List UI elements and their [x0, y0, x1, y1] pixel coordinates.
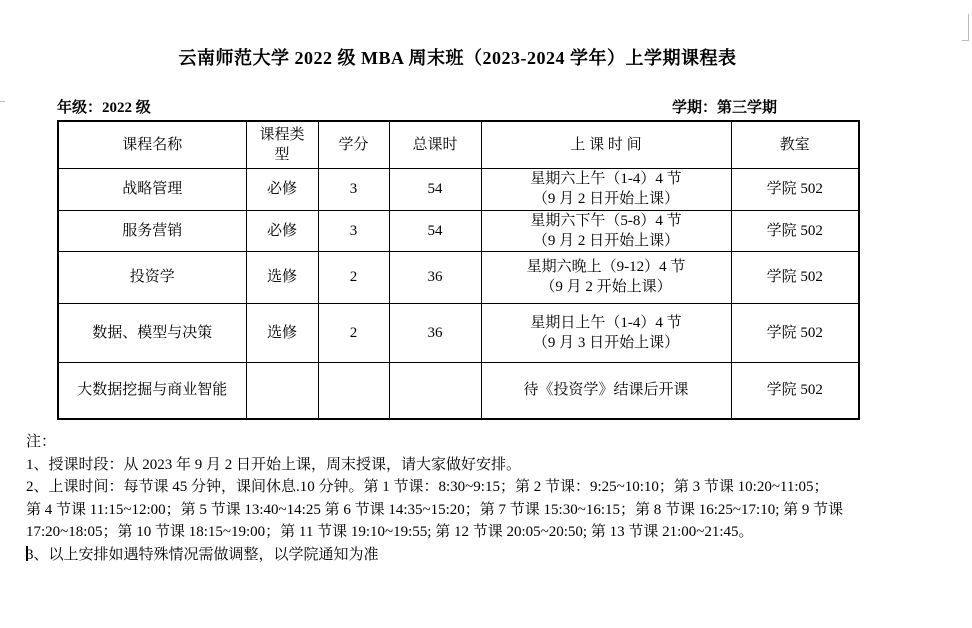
- class-time-line2: （9 月 2 日开始上课）: [532, 232, 680, 249]
- table-row: [58, 210, 859, 251]
- class-time-cell: [481, 168, 731, 210]
- course-name-cell: 数据、模型与决策: [58, 303, 246, 362]
- total-hours-cell: 54: [389, 168, 481, 210]
- course-type-cell: [246, 362, 318, 419]
- page-boundary-mark-top-right-foot: [962, 40, 969, 41]
- table-row: [58, 362, 859, 419]
- course-type-cell: 选修: [246, 251, 318, 303]
- col-header-credits: 学分: [318, 121, 389, 168]
- notes-section: [26, 431, 970, 566]
- course-name-cell: 战略管理: [58, 168, 246, 210]
- course-name-cell: 服务营销: [58, 210, 246, 251]
- class-time-line1: 星期六晚上（9-12）4 节: [526, 259, 686, 275]
- table-header-row: [58, 121, 859, 168]
- col-header-class-time: 上 课 时 间: [481, 121, 731, 168]
- table-row: [58, 303, 859, 362]
- document-title: 云南师范大学 2022 级 MBA 周末班（2023-2024 学年）上学期课程表: [178, 48, 737, 68]
- credits-cell: [318, 362, 389, 419]
- credits-cell: 2: [318, 303, 389, 362]
- course-type-cell: 选修: [246, 303, 318, 362]
- course-name-cell: 投资学: [58, 251, 246, 303]
- classroom-cell: 学院 502: [731, 303, 859, 362]
- page-boundary-mark-top-right: [968, 14, 969, 41]
- class-time-line2: （9 月 2 开始上课）: [540, 279, 672, 295]
- class-time-line2: （9 月 3 日开始上课）: [532, 334, 680, 351]
- course-name-cell: 大数据挖掘与商业智能: [58, 362, 246, 419]
- table-row: [58, 251, 859, 303]
- class-time-cell: [481, 303, 731, 362]
- note-line-2: 2、上课时间：每节课 45 分钟，课间休息.10 分钟。第 1 节课：8:30~9:15；第 2 节课：9:25~10:10；第 3 节课 10:20~11:05；: [26, 479, 829, 495]
- credits-cell: 3: [318, 210, 389, 251]
- credits-cell: 2: [318, 251, 389, 303]
- col-header-course-type-label: 课程类型: [259, 126, 305, 163]
- class-time-cell: [481, 362, 731, 419]
- total-hours-cell: 36: [389, 303, 481, 362]
- course-type-cell: 必修: [246, 210, 318, 251]
- class-time-line1: 星期六下午（5-8）4 节: [530, 212, 682, 229]
- class-time-line2: （9 月 2 日开始上课）: [532, 191, 680, 207]
- col-header-total-hours: 总课时: [389, 121, 481, 168]
- total-hours-cell: [389, 362, 481, 419]
- table-row: [58, 168, 859, 210]
- note-line-3: [26, 544, 970, 567]
- grade-label: 年级：2022 级: [57, 100, 151, 116]
- class-time-line1: 星期六上午（1-4）4 节: [530, 171, 682, 187]
- notes-heading: 注：: [26, 434, 57, 450]
- total-hours-cell: 36: [389, 251, 481, 303]
- col-header-course-name: 课程名称: [58, 121, 246, 168]
- class-time-line1: 待《投资学》结课后开课: [523, 382, 689, 399]
- credits-cell: 3: [318, 168, 389, 210]
- col-header-course-type: [246, 121, 318, 168]
- page-boundary-mark-left: [0, 101, 5, 102]
- note-line-1: 1、授课时段：从 2023 年 9 月 2 日开始上课，周末授课，请大家做好安排。: [26, 456, 522, 473]
- total-hours-cell: 54: [389, 210, 481, 251]
- class-time-cell: [481, 210, 731, 251]
- note-line-2-cont2: 17:20~18:05；第 10 节课 18:15~19:00；第 11 节课 19:10~19:55; 第 12 节课 20:05~20:50; 第 13 节课 21:00~21:45。: [26, 524, 754, 540]
- course-schedule-table: [57, 120, 860, 420]
- course-type-cell: 必修: [246, 168, 318, 210]
- semester-label: 学期：第三学期: [672, 100, 778, 116]
- classroom-cell: 学院 502: [731, 362, 859, 419]
- note-line-2-cont: 第 4 节课 11:15~12:00；第 5 节课 13:40~14:25 第 6 节课 14:35~15:20；第 7 节课 15:30~16:15；第 8 节课 16:25~17:10; 第 9 节课: [26, 501, 844, 518]
- class-time-cell: [481, 251, 731, 303]
- classroom-cell: 学院 502: [731, 168, 859, 210]
- note-line-3-text: 3、以上安排如遇特殊情况需做调整，以学院通知为准: [26, 546, 379, 563]
- col-header-classroom: 教室: [731, 121, 859, 168]
- classroom-cell: 学院 502: [731, 251, 859, 303]
- class-time-line1: 星期日上午（1-4）4 节: [530, 314, 682, 331]
- classroom-cell: 学院 502: [731, 210, 859, 251]
